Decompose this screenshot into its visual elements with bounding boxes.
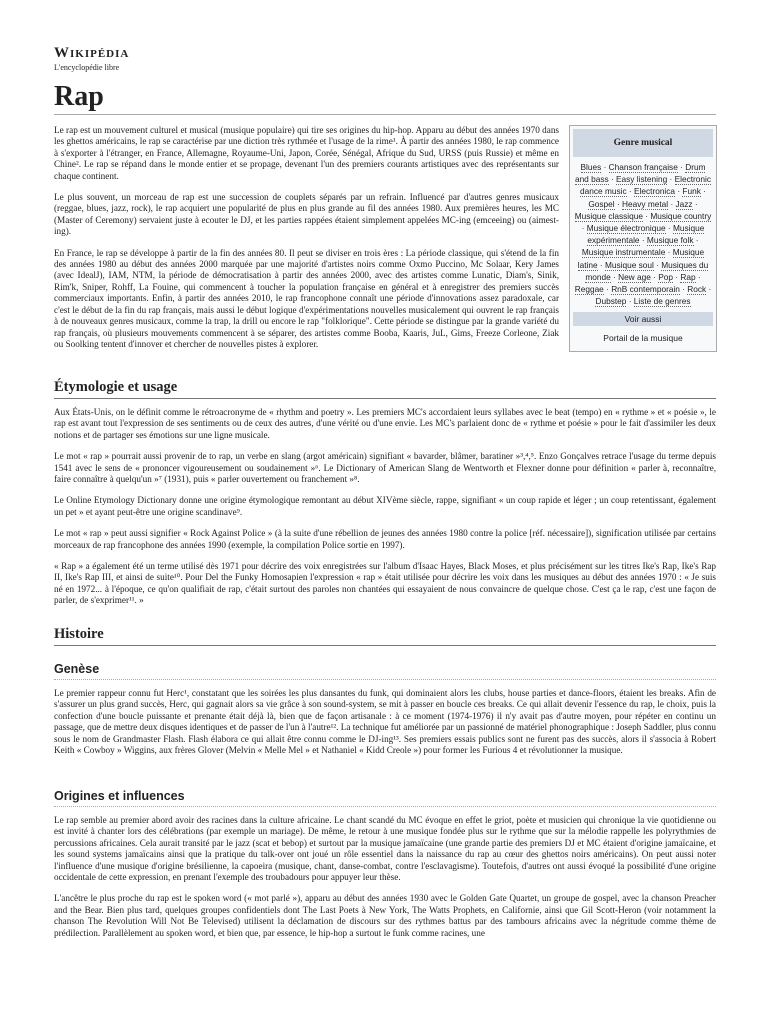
genre-link[interactable]: Reggae [574, 284, 604, 295]
genre-separator: · [626, 186, 634, 197]
genre-separator: · [603, 284, 612, 295]
infobox-header: Genre musical [573, 129, 713, 157]
intro-paragraph: Le rap est un mouvement culturel et musical (musique populaire) qui tire ses origines du hip-hop. Apparu au début des années 1970 dans les ghettos américains, le rap se caractérise par une diction très rythmée et l'usage de la rime¹. À partir des années 1980, le rap commence à s'exporter à l'étranger, en France, Allemagne, Royaume-Uni, Japon, Corée, Sénégal, Afrique du Sud, URSS (puis Russie) et même en Chine². Le rap se répand dans le monde entier et se propage, devenant l'un des premiers courants artistiques avec des représentants sur chaque continent. [54, 125, 559, 181]
genre-link[interactable]: Musique expérimentale [587, 223, 705, 246]
etymologie-section [54, 407, 716, 617]
genre-link[interactable]: Musique classique [574, 210, 643, 221]
genre-link[interactable]: Musique électronique [586, 223, 666, 234]
genre-separator: · [581, 223, 587, 234]
etymologie-paragraph: « Rap » a également été un terme utilisé dès 1971 pour décrire des voix enregistrées sur l'album d'Isaac Hayes, Black Moses, et plus précisément sur les titres Ike's Rap, Ike's Rap II, Ike's Rap III, et ainsi de suite¹⁰. Pour Del the Funky Homosapien l'expression « rap » était utilisée pour décrire les voix dans les musiques au début des années 1970 : « Je suis né en 1972... à l'époque, ce qu'on qualifiait de rap, c'était surtout des paroles non chantées qui essayaient de nous convaincre de quelque chose. C'est ça le rap, c'est une façon de parler, de s'exprimer¹¹. » [54, 561, 716, 606]
genre-separator: · [693, 235, 699, 246]
genese-paragraph: Le premier rappeur connu fut Herc¹, constatant que les soirées les plus dansantes du funk, qui dominaient alors les clubs, house parties et dance-floors, étaient les breaks. Afin de s'assurer un plus grand succès, Herc, qui gagnait alors sa vie grâce à son sound-system, se mit à passer en boucle ces breaks. Ce qui allait devenir l'essence du rap, le choix, puis la confection d'une boucle puissante et prenante était déjà là, bien que de façon artisanale : à ce moment (1974-1976) il n'y avait pas d'autre moyen, pour répéter en continu un passage, que de mettre deux disques identiques et de passer de l'un à l'autre¹². La technique fut améliorée par un passionné de matériel phonographique : Joseph Saddler, plus connu sous le nom de Grandmaster Flash. Flash élabora ce qui allait être connu comme le DJ-ing¹³. Ses premiers essais publics sont ne furent pas des succès, alors il s'associa à Robert Keith « Cowboy » Wiggins, aux frères Glover (Melvin « Melle Mel » et Nathaniel « Kidd Creole ») pour former les Furious 4 et révolutionner la musique. [54, 688, 716, 756]
genre-link[interactable]: Musique folk [646, 235, 694, 246]
genre-link[interactable]: Musique soul [604, 259, 654, 270]
genre-link[interactable]: Pop [658, 271, 673, 282]
wikipedia-logo[interactable] [54, 46, 129, 72]
genre-separator: · [665, 247, 673, 258]
infobox [569, 125, 717, 352]
genre-link[interactable]: Electronica [634, 186, 676, 197]
genre-link[interactable]: Funk [682, 186, 701, 197]
genre-separator: · [692, 198, 698, 209]
heading-histoire: Histoire [54, 625, 716, 646]
genre-separator: · [608, 174, 617, 185]
genre-separator: · [677, 162, 686, 172]
genre-link[interactable]: Chanson française [608, 162, 678, 172]
genre-link[interactable]: Rap [680, 271, 696, 282]
genre-separator: · [653, 259, 662, 270]
genre-link[interactable]: Heavy metal [622, 198, 669, 209]
genre-separator: · [679, 284, 688, 295]
genre-separator: · [672, 271, 681, 282]
genre-link[interactable]: Dubstep [595, 296, 627, 307]
genre-separator: · [601, 162, 609, 172]
page-title: Rap [54, 80, 716, 115]
etymologie-paragraph: Le mot « rap » peut aussi signifier « Rock Against Police » (à la suite d'une rébellion de jeunes des années 1980 contre la police [réf. nécessaire]), signification utilisée par certains morceaux de rap francophone des années 1990 (exemple, la compilation Police sortie en 1997). [54, 528, 716, 550]
genre-link[interactable]: Jazz [675, 198, 693, 209]
genre-link[interactable]: RnB contemporain [611, 284, 680, 295]
logo-name: Wikipédia [54, 45, 130, 61]
heading-genese: Genèse [54, 661, 716, 680]
genre-separator: · [597, 259, 605, 270]
genre-link[interactable]: Musique country [650, 210, 712, 221]
intro-section [54, 125, 559, 360]
genre-separator: · [668, 198, 676, 209]
genre-separator: · [650, 271, 659, 282]
genre-link[interactable]: Musique latine [577, 247, 705, 270]
genre-link[interactable]: Drum and bass [574, 162, 706, 185]
see-also-link[interactable]: Voir aussi [573, 312, 713, 326]
genre-link[interactable]: Blues [580, 162, 602, 172]
intro-paragraph: En France, le rap se développe à partir de la fin des années 80. Il peut se diviser en trois ères : La période classique, qui s'étend de la fin des années 1980 au début des années 2000 marquée par une majorité d'artistes noirs comme Oxmo Puccino, Mc Solaar, Kery James (avec IdealJ), IAM, NTM, la période de démocratisation à partir des années 2000, avec des artistes comme Lunatic, Diam's, Sinik, Rim'k, Sniper, Rohff, La Fouine, qui commencent à toucher la population française en général et à enregistrer des premiers succès commerciaux importants. Enfin, à partir des années 2010, le rap francophone connaît une période d'innovations assez paradoxale, car c'est le début de la fin du rap français, mais aussi le début logique d'expérimentations nouvelles musicalement qui ouvrent le rap français à de nouveaux genres musicaux, comme la trap, la drill ou encore le rap "folklorique". Cette période se distingue par la grande variété du rap français, où plusieurs mouvements commencent à se séparer, des artistes comme Booba, Kaaris, JuL, Gims, Freeze Corleone, Ziak ou Soolking tentent d'innover et chercher de nouvelles pistes à explorer. [54, 247, 559, 349]
logo-tagline: L'encyclopédie libre [54, 63, 120, 72]
genre-link[interactable]: New age [618, 271, 651, 282]
origines-section [54, 815, 716, 949]
genre-separator: · [675, 186, 683, 197]
genese-section [54, 688, 716, 766]
etymologie-paragraph: Le mot « rap » pourrait aussi provenir de to rap, un verbe en slang (argot américain) signifiant « bavarder, blâmer, baratiner »³,⁴,⁵. Enzo Gonçalves retrace l'usage du terme depuis 1541 avec le sens de « prononcer vigoureusement ou soudainement »⁶. Le Dictionary of American Slang de Wentworth et Flexner donne pour définition « parler à, reconnaître, faire connaître à quelqu'un »⁷ (1931), puis « parler ouvertement ou franchement »⁸. [54, 451, 716, 485]
genre-separator: · [614, 198, 623, 209]
portal-link[interactable]: Portail de la musique [603, 333, 683, 344]
genre-separator: · [626, 296, 634, 307]
genre-separator: · [665, 223, 673, 234]
genre-separator: · [695, 271, 701, 282]
origines-paragraph: Le rap semble au premier abord avoir des racines dans la culture africaine. Le chant scandé du MC évoque en effet le griot, poète et musicien qui chronique la vie quotidienne ou est invité à chanter lors des célébrations (par exemple un mariage). De même, le retour à une musique fondée plus sur le rythme que sur la mélodie rappelle les polyrythmies de percussions africaines. Cela aurait transité par le jazz (scat et bebop) et surtout par la musique jamaïcaine (une grande partie des premiers DJ et MC étaient d'origine jamaïcaine, et les sound systems jamaïcains ainsi que la pratique du talk-over ont joué un rôle essentiel dans la naissance du rap au cœur des ghettos noirs américains). On peut aussi noter l'influence d'une musique d'origine brésilienne, la capoeira (musique, chant, danse-combat, contre l'esclavagisme). Toutefois, d'autres ont aussi évoqué la possibilité d'une origine occidentale de cette expression, en prenant l'exemple des troubadours pour appuyer leur thèse. [54, 815, 716, 883]
genre-separator: · [643, 210, 651, 221]
genre-link[interactable]: Liste de genres [633, 296, 691, 307]
heading-origines: Origines et influences [54, 788, 716, 807]
heading-etymologie: Étymologie et usage [54, 378, 716, 399]
etymologie-paragraph: Aux États-Unis, on le définit comme le rétroacronyme de « rhythm and poetry ». Les premiers MC's accordaient leurs syllabes avec le beat (tempo) en « rythme » et « poésie », le rap est avant tout l'expression de ses sentiments ou de ceux des autres, d'une vérité ou d'une envie. Les MC's parlaient donc de « rythme et poésie » pour le fait d'assimiler les deux notions et de partager ses émotions sur une ligne musicale. [54, 407, 716, 440]
genre-separator: · [639, 235, 647, 246]
genre-separator: · [700, 186, 706, 197]
genre-link[interactable]: Easy listening [616, 174, 668, 185]
genre-link[interactable]: Musiques du monde [585, 259, 709, 282]
origines-paragraph: L'ancêtre le plus proche du rap est le spoken word (« mot parlé »), apparu au début des années 1930 avec le Golden Gate Quartet, un groupe de gospel, avec la chanson Preacher and the Bear. Bien plus tard, quelques groupes confidentiels dont The Last Poets à New York, The Watts Prophets, en Californie, ainsi que Gil Scott-Heron (voir notamment la chanson The Revolution Will Not Be Televised) utilisent la déclamation de discours sur des rythmes battus par des tambours africains avec la négritude comme thème de prédilection. Parallèlement au spoken word, et bien que, par essence, le hip-hop a surtout le funk comme racines, une [54, 893, 716, 938]
genre-list [570, 157, 716, 310]
genre-separator: · [706, 284, 712, 295]
genre-separator: · [610, 271, 619, 282]
etymologie-paragraph: Le Online Etymology Dictionary donne une origine étymologique remontant au début XIVème siècle, rappe, signifiant « un coup rapide et léger ; un coup retentissant, également un pet » et ayant peut-être une origine scandinave⁹. [54, 495, 716, 517]
genre-separator: · [667, 174, 675, 185]
intro-paragraph: Le plus souvent, un morceau de rap est une succession de couplets séparés par un refrain. Influencé par d'autres genres musicaux (reggae, blues, jazz, rock), le rap acquiert une popularité de plus en plus grande au fil des années 1980. Aux premières heures, les MC (Master of Ceremony) servaient juste à ecouter le DJ, et les parties rappées étaient simplement appelées MC-ing (emceeing) ou (aimest-ing). [54, 192, 559, 237]
genre-link[interactable]: Rock [687, 284, 707, 295]
genre-link[interactable]: Musique instrumentale [581, 247, 666, 258]
genre-link[interactable]: Gospel [588, 198, 615, 209]
genre-link[interactable]: Electronic dance music [580, 174, 712, 197]
